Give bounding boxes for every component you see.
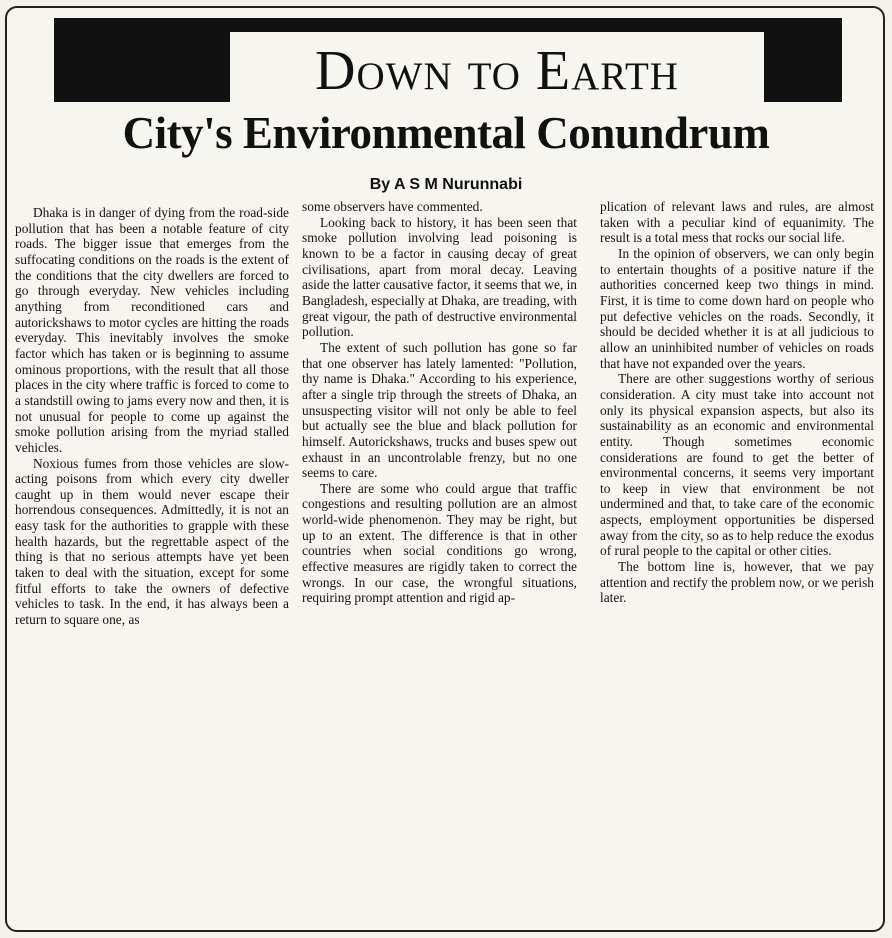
masthead-banner xyxy=(54,18,842,102)
paragraph: Looking back to history, it has been seen that smoke pollution involving lead poisoning is known to be a factor in causing decay of great civilisations, apart from moral decay. Leaving aside the latter causative factor, it seems that we, in Bangladesh, especially at Dhaka, are treading, with great vigour, the path of destructive environmental pollution. xyxy=(302,214,577,340)
paragraph: In the opinion of observers, we can only begin to entertain thoughts of a positive nature if the authorities concerned keep two things in mind. First, it is time to come down hard on people who put defective vehicles on the roads. Secondly, it should be decided whether it is at all judicious to allow an uninhibited number of vehicles on roads that have not expanded over the years. xyxy=(600,245,874,371)
article-byline: By A S M Nurunnabi xyxy=(369,176,523,193)
paragraph: There are other suggestions worthy of serious consideration. A city must take into account not only its physical expansion aspects, but also its sustainability as an economic and environmental entity. Though sometimes economic considerations are found to get the better of environmental concerns, it seems very important to keep in view that environment be not undermined and that, to take care of the economic aspects, employment opportunities be dispersed away from the city, so as to help reduce the exodus of rural people to the capital or other cities. xyxy=(600,371,874,559)
article-column-2 xyxy=(302,199,577,606)
masthead-title: Down to Earth xyxy=(230,32,764,110)
paragraph: some observers have commented. xyxy=(302,199,483,214)
article-headline: City's Environmental Conundrum xyxy=(122,108,770,158)
article-column-3 xyxy=(600,199,874,606)
article-column-1 xyxy=(15,205,289,628)
paragraph: The bottom line is, however, that we pay attention and rectify the problem now, or we perish later. xyxy=(600,559,874,606)
paragraph: The extent of such pollution has gone so far that one observer has lately lamented: "Pollution, thy name is Dhaka." According to his experience, after a single trip through the streets of Dhaka, an unsuspecting visitor will not only be able to feel but actually see the blue and black pollution for himself. Autorickshaws, trucks and buses spew out exhaust in an uncontrolable frenzy, but no one seems to care. xyxy=(302,339,577,481)
paragraph: plication of relevant laws and rules, are almost taken with a peculiar kind of equanimity. The result is a total mess that rocks our social life. xyxy=(600,199,874,246)
paragraph: Dhaka is in danger of dying from the road-side pollution that has been a notable feature of city roads. The bigger issue that emerges from the suffocating conditions on the roads is the extent of the conditions that the city dwellers are forced to go through everyday. New vehicles including anything from reconditioned cars and autorickshaws to motor cycles are hitting the roads everyday. This inevitably involves the smoke factor which has taken or is beginning to assume ominous proportions, with the result that all those places in the city where traffic is forced to come to a standstill owing to jams every now and then, it is not unusual for people to come up against the smoke pollution arising from the myriad stalled vehicles. xyxy=(15,205,289,455)
paragraph: Noxious fumes from those vehicles are slow-acting poisons from which every city dweller caught up in them would never escape their horrendous consequences. Admittedly, it is not an easy task for the authorities to grapple with these health hazards, but the regrettable aspect of the thing is that no serious attempts have yet been taken to deal with the situation, except for some fitful efforts to take the owners of defective vehicles to task. In the end, it has always been a return to square one, as xyxy=(15,455,289,628)
paragraph: There are some who could argue that traffic congestions and resulting pollution are an almost world-wide phenomenon. They may be right, but up to an extent. The difference is that in other countries when social conditions go wrong, effective measures are rigidly taken to correct the wrongs. In our case, the wrongful situations, requiring prompt attention and rigid ap- xyxy=(302,480,577,606)
